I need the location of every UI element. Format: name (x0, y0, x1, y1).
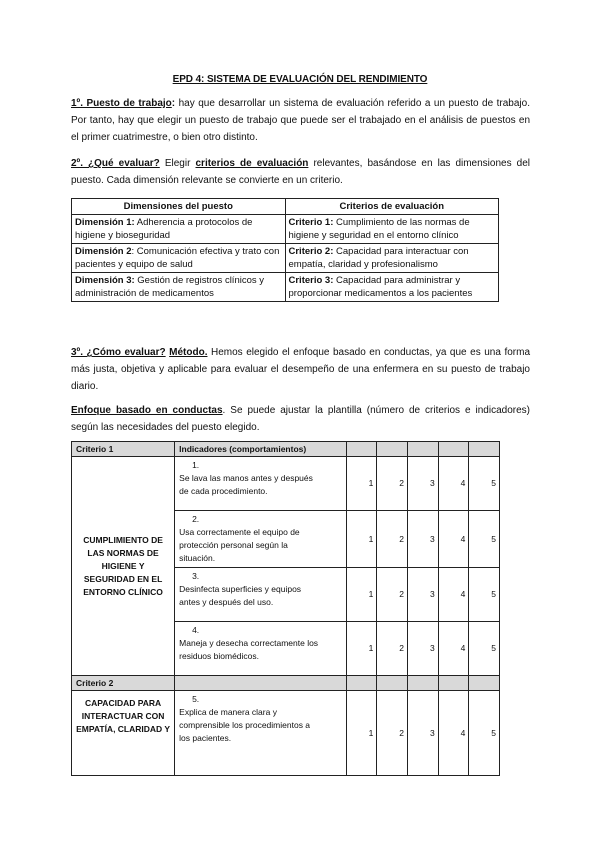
criterion-text: Capacidad para interactuar con empatía, claridad y profesionalismo (288, 246, 469, 270)
table-row (72, 457, 500, 511)
score-option-2[interactable]: 2 (377, 691, 408, 776)
criterion-label: Criterio 1: (288, 217, 334, 228)
header-score-2 (377, 442, 408, 457)
header-criteria: Criterios de evaluación (285, 199, 499, 215)
score-option-5[interactable]: 5 (469, 511, 500, 568)
criterion-text: Capacidad para administrar y proporcionar medicamentos a los pacientes (288, 275, 473, 299)
score-option-1[interactable]: 1 (346, 622, 377, 676)
score-option-5[interactable]: 5 (469, 622, 500, 676)
score-option-2[interactable]: 2 (377, 457, 408, 511)
header-criterio-2-blank (469, 676, 500, 691)
section-1-colon: : (171, 98, 176, 109)
indicator-text: Maneja y desecha correctamente los residuos biomédicos. (179, 638, 319, 661)
table-row (72, 215, 499, 244)
score-option-3[interactable]: 3 (408, 622, 439, 676)
score-option-3[interactable]: 3 (408, 457, 439, 511)
score-option-4[interactable]: 4 (438, 457, 469, 511)
section-3-paragraph (71, 344, 530, 395)
criterion-cell (285, 244, 499, 273)
criterion-cell (285, 215, 499, 244)
indicator-text: Desinfecta superficies y equipos antes y después del uso. (179, 584, 302, 607)
score-option-4[interactable]: 4 (438, 622, 469, 676)
section-3-heading-a: 3º. ¿Cómo evaluar? (71, 347, 166, 358)
section-2-paragraph (71, 155, 530, 189)
indicator-cell (175, 691, 347, 776)
indicator-cell (175, 568, 347, 622)
section-2-heading: 2º. ¿Qué evaluar? (71, 158, 160, 169)
indicator-cell (175, 511, 347, 568)
enfoque-heading: Enfoque basado en conductas (71, 405, 223, 416)
table-row (72, 273, 499, 302)
header-indicadores: Indicadores (comportamientos) (175, 442, 347, 457)
score-option-1[interactable]: 1 (346, 457, 377, 511)
section-2-text-a: Elegir (159, 158, 196, 169)
criterion-2-name: CAPACIDAD PARA INTERACTUAR CON EMPATÍA, CLARIDAD Y (72, 691, 175, 776)
score-option-1[interactable]: 1 (346, 568, 377, 622)
dimensions-table (71, 198, 499, 302)
indicator-number: 2. (192, 514, 200, 524)
dimension-cell (72, 244, 286, 273)
indicator-text: Se lava las manos antes y después de cada procedimiento. (179, 473, 313, 496)
header-criterio-2-blank (438, 676, 469, 691)
score-option-1[interactable]: 1 (346, 511, 377, 568)
dimension-text: : Comunicación efectiva y trato con pacientes y equipo de salud (75, 246, 280, 270)
evaluation-table-header (72, 442, 500, 457)
header-score-4 (438, 442, 469, 457)
score-option-2[interactable]: 2 (377, 622, 408, 676)
dimension-label: Dimensión 3: (75, 275, 135, 286)
dimension-label: Dimensión 2 (75, 246, 132, 257)
score-option-5[interactable]: 5 (469, 568, 500, 622)
criterion-label: Criterio 3: (288, 275, 334, 286)
section-2-keyword: criterios de evaluación (195, 158, 309, 169)
indicator-text: Explica de manera clara y comprensible los procedimientos a los pacientes. (179, 707, 311, 743)
header-score-5 (469, 442, 500, 457)
section-3-heading-b: Método. (169, 347, 208, 358)
table-row (72, 691, 500, 776)
score-option-3[interactable]: 3 (408, 568, 439, 622)
score-option-3[interactable]: 3 (408, 511, 439, 568)
table-row (72, 244, 499, 273)
dimension-text: Adherencia a protocolos de higiene y bioseguridad (75, 217, 253, 241)
score-option-3[interactable]: 3 (408, 691, 439, 776)
score-option-2[interactable]: 2 (377, 568, 408, 622)
indicator-cell (175, 622, 347, 676)
evaluation-table (71, 441, 500, 776)
criterion-2-header (72, 676, 500, 691)
score-option-4[interactable]: 4 (438, 511, 469, 568)
header-criterio-2-blank (408, 676, 439, 691)
score-option-5[interactable]: 5 (469, 691, 500, 776)
score-option-4[interactable]: 4 (438, 568, 469, 622)
indicator-number: 5. (192, 694, 200, 704)
indicator-number: 1. (192, 460, 200, 470)
enfoque-text: . Se puede ajustar la plantilla (número de criterios e indicadores) según las necesidades del puesto elegido. (71, 405, 530, 433)
dimensions-table-header (72, 199, 499, 215)
indicator-text: Usa correctamente el equipo de protección personal según la situación. (179, 527, 300, 563)
score-option-5[interactable]: 5 (469, 457, 500, 511)
indicator-number: 3. (192, 571, 200, 581)
header-criterio-2-blank (175, 676, 347, 691)
header-score-3 (408, 442, 439, 457)
section-1-text: hay que desarrollar un sistema de evaluación referido a un puesto de trabajo. Por tanto, hay que elegir un puesto de trabajo que puede ser el trabajado en el análisis de puestos en el primer cuatrimestre, o bien otro distinto. (71, 98, 530, 143)
header-criterio-2-blank (346, 676, 377, 691)
dimension-cell (72, 215, 286, 244)
criterion-text: Cumplimiento de las normas de higiene y seguridad en el entorno clínico (288, 217, 470, 241)
dimension-text: Gestión de registros clínicos y administración de medicamentos (75, 275, 265, 299)
enfoque-paragraph (71, 402, 530, 436)
score-option-4[interactable]: 4 (438, 691, 469, 776)
header-dimensions: Dimensiones del puesto (72, 199, 286, 215)
section-1-heading: 1º. Puesto de trabajo (71, 98, 172, 109)
section-1-paragraph (71, 95, 530, 146)
section-2-text-b: relevantes, basándose en las dimensiones del puesto. Cada dimensión relevante se convierte en un criterio. (71, 158, 530, 186)
header-criterio-1: Criterio 1 (72, 442, 175, 457)
indicator-number: 4. (192, 625, 200, 635)
dimension-cell (72, 273, 286, 302)
section-3-text: Hemos elegido el enfoque basado en conductas, ya que es una forma más justa, objetiva y aplicable para evaluar el desempeño de una enfermera en su puesto de trabajo diario. (71, 347, 531, 392)
score-option-2[interactable]: 2 (377, 511, 408, 568)
header-criterio-2: Criterio 2 (72, 676, 175, 691)
score-option-1[interactable]: 1 (346, 691, 377, 776)
criterion-cell (285, 273, 499, 302)
indicator-cell (175, 457, 347, 511)
document-title: EPD 4: SISTEMA DE EVALUACIÓN DEL RENDIMIENTO (172, 74, 428, 85)
header-score-1 (346, 442, 377, 457)
dimension-label: Dimensión 1: (75, 217, 135, 228)
header-criterio-2-blank (377, 676, 408, 691)
criterion-label: Criterio 2: (288, 246, 334, 257)
criterion-1-name: CUMPLIMIENTO DE LAS NORMAS DE HIGIENE Y SEGURIDAD EN EL ENTORNO CLÍNICO (72, 457, 175, 676)
